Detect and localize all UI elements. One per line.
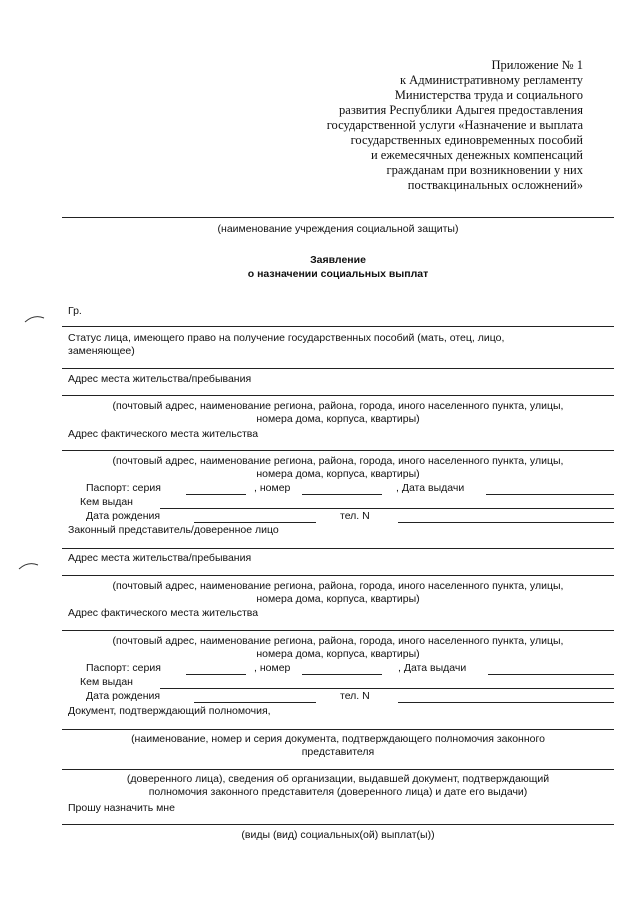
birth-date-label: Дата рождения bbox=[86, 510, 161, 522]
institution-caption: (наименование учреждения социальной защиты) bbox=[217, 223, 459, 235]
margin-mark bbox=[24, 314, 46, 324]
rep-actual-residence-field-line[interactable] bbox=[62, 630, 614, 631]
citizen-label: Гр. bbox=[68, 305, 82, 317]
rep-passport-number-field[interactable] bbox=[302, 674, 382, 675]
authority-doc-field-line[interactable] bbox=[62, 729, 614, 730]
appendix-line: развития Республики Адыгея предоставления bbox=[339, 103, 583, 117]
address-hint: (почтовый адрес, наименование региона, района, города, иного населенного пункта, улицы, bbox=[112, 400, 564, 412]
org-field-line[interactable] bbox=[62, 769, 614, 770]
actual-residence-field-line[interactable] bbox=[62, 450, 614, 451]
appendix-line: государственной услуги «Назначение и выплата bbox=[326, 118, 583, 132]
rep-phone-label: тел. N bbox=[340, 690, 370, 702]
passport-series-field[interactable] bbox=[186, 494, 246, 495]
rep-phone-field[interactable] bbox=[398, 702, 614, 703]
rep-issue-date-field[interactable] bbox=[488, 674, 614, 675]
appendix-line: Приложение № 1 bbox=[491, 58, 583, 72]
rep-birth-date-field[interactable] bbox=[194, 702, 316, 703]
representative-field-line[interactable] bbox=[62, 548, 614, 549]
institution-field-line[interactable] bbox=[62, 217, 614, 218]
status-text: Статус лица, имеющего право на получение государственных пособий (мать, отец, лицо, bbox=[68, 332, 505, 344]
birth-date-field[interactable] bbox=[194, 522, 316, 523]
citizen-field-line[interactable] bbox=[62, 326, 614, 327]
residence-label: Адрес места жительства/пребывания bbox=[68, 373, 252, 385]
status-text: заменяющее) bbox=[68, 345, 135, 357]
address-hint: номера дома, корпуса, квартиры) bbox=[256, 593, 420, 605]
request-hint: (виды (вид) социальных(ой) выплат(ы)) bbox=[241, 829, 435, 841]
passport-number-label: , номер bbox=[254, 482, 291, 494]
request-label: Прошу назначить мне bbox=[68, 802, 175, 814]
issue-date-label: , Дата выдачи bbox=[396, 482, 465, 494]
rep-birth-date-label: Дата рождения bbox=[86, 690, 161, 702]
address-hint: (почтовый адрес, наименование региона, района, города, иного населенного пункта, улицы, bbox=[112, 580, 564, 592]
rep-actual-residence-label: Адрес фактического места жительства bbox=[68, 607, 259, 619]
rep-passport-series-field[interactable] bbox=[186, 674, 246, 675]
margin-mark bbox=[18, 561, 40, 571]
authority-doc-label: Документ, подтверждающий полномочия, bbox=[68, 705, 271, 717]
passport-series-label: Паспорт: серия bbox=[86, 482, 161, 494]
phone-label: тел. N bbox=[340, 510, 370, 522]
appendix-line: и ежемесячных денежных компенсаций bbox=[370, 148, 583, 162]
issued-by-field[interactable] bbox=[160, 508, 614, 509]
rep-residence-field-line[interactable] bbox=[62, 575, 614, 576]
appendix-line: государственных единовременных пособий bbox=[350, 133, 583, 147]
issue-date-field[interactable] bbox=[486, 494, 614, 495]
passport-number-field[interactable] bbox=[302, 494, 382, 495]
form-subtitle: о назначении социальных выплат bbox=[247, 268, 429, 280]
appendix-line: к Административному регламенту bbox=[399, 73, 583, 87]
address-hint: номера дома, корпуса, квартиры) bbox=[256, 468, 420, 480]
rep-residence-label: Адрес места жительства/пребывания bbox=[68, 552, 252, 564]
rep-issued-by-label: Кем выдан bbox=[80, 676, 133, 688]
authority-hint: представителя bbox=[301, 746, 375, 758]
appendix-line: гражданам при возникновении у них bbox=[386, 163, 583, 177]
org-hint: полномочия законного представителя (доверенного лица) и дате его выдачи) bbox=[148, 786, 528, 798]
request-field-line[interactable] bbox=[62, 824, 614, 825]
phone-field[interactable] bbox=[398, 522, 614, 523]
status-field-line[interactable] bbox=[62, 368, 614, 369]
issued-by-label: Кем выдан bbox=[80, 496, 133, 508]
rep-passport-series-label: Паспорт: серия bbox=[86, 662, 161, 674]
address-hint: (почтовый адрес, наименование региона, района, города, иного населенного пункта, улицы, bbox=[112, 455, 564, 467]
address-hint: номера дома, корпуса, квартиры) bbox=[256, 413, 420, 425]
address-hint: номера дома, корпуса, квартиры) bbox=[256, 648, 420, 660]
rep-passport-number-label: , номер bbox=[254, 662, 291, 674]
rep-issued-by-field[interactable] bbox=[160, 688, 614, 689]
authority-hint: (наименование, номер и серия документа, подтверждающего полномочия законного bbox=[131, 733, 545, 745]
org-hint: (доверенного лица), сведения об организации, выдавшей документ, подтверждающий bbox=[126, 773, 550, 785]
rep-issue-date-label: , Дата выдачи bbox=[398, 662, 467, 674]
address-hint: (почтовый адрес, наименование региона, района, города, иного населенного пункта, улицы, bbox=[112, 635, 564, 647]
actual-residence-label: Адрес фактического места жительства bbox=[68, 428, 259, 440]
representative-heading: Законный представитель/доверенное лицо bbox=[68, 524, 279, 536]
appendix-line: Министерства труда и социального bbox=[394, 88, 583, 102]
form-title: Заявление bbox=[310, 254, 366, 266]
appendix-line: поствакцинальных осложнений» bbox=[407, 178, 583, 192]
residence-field-line[interactable] bbox=[62, 395, 614, 396]
